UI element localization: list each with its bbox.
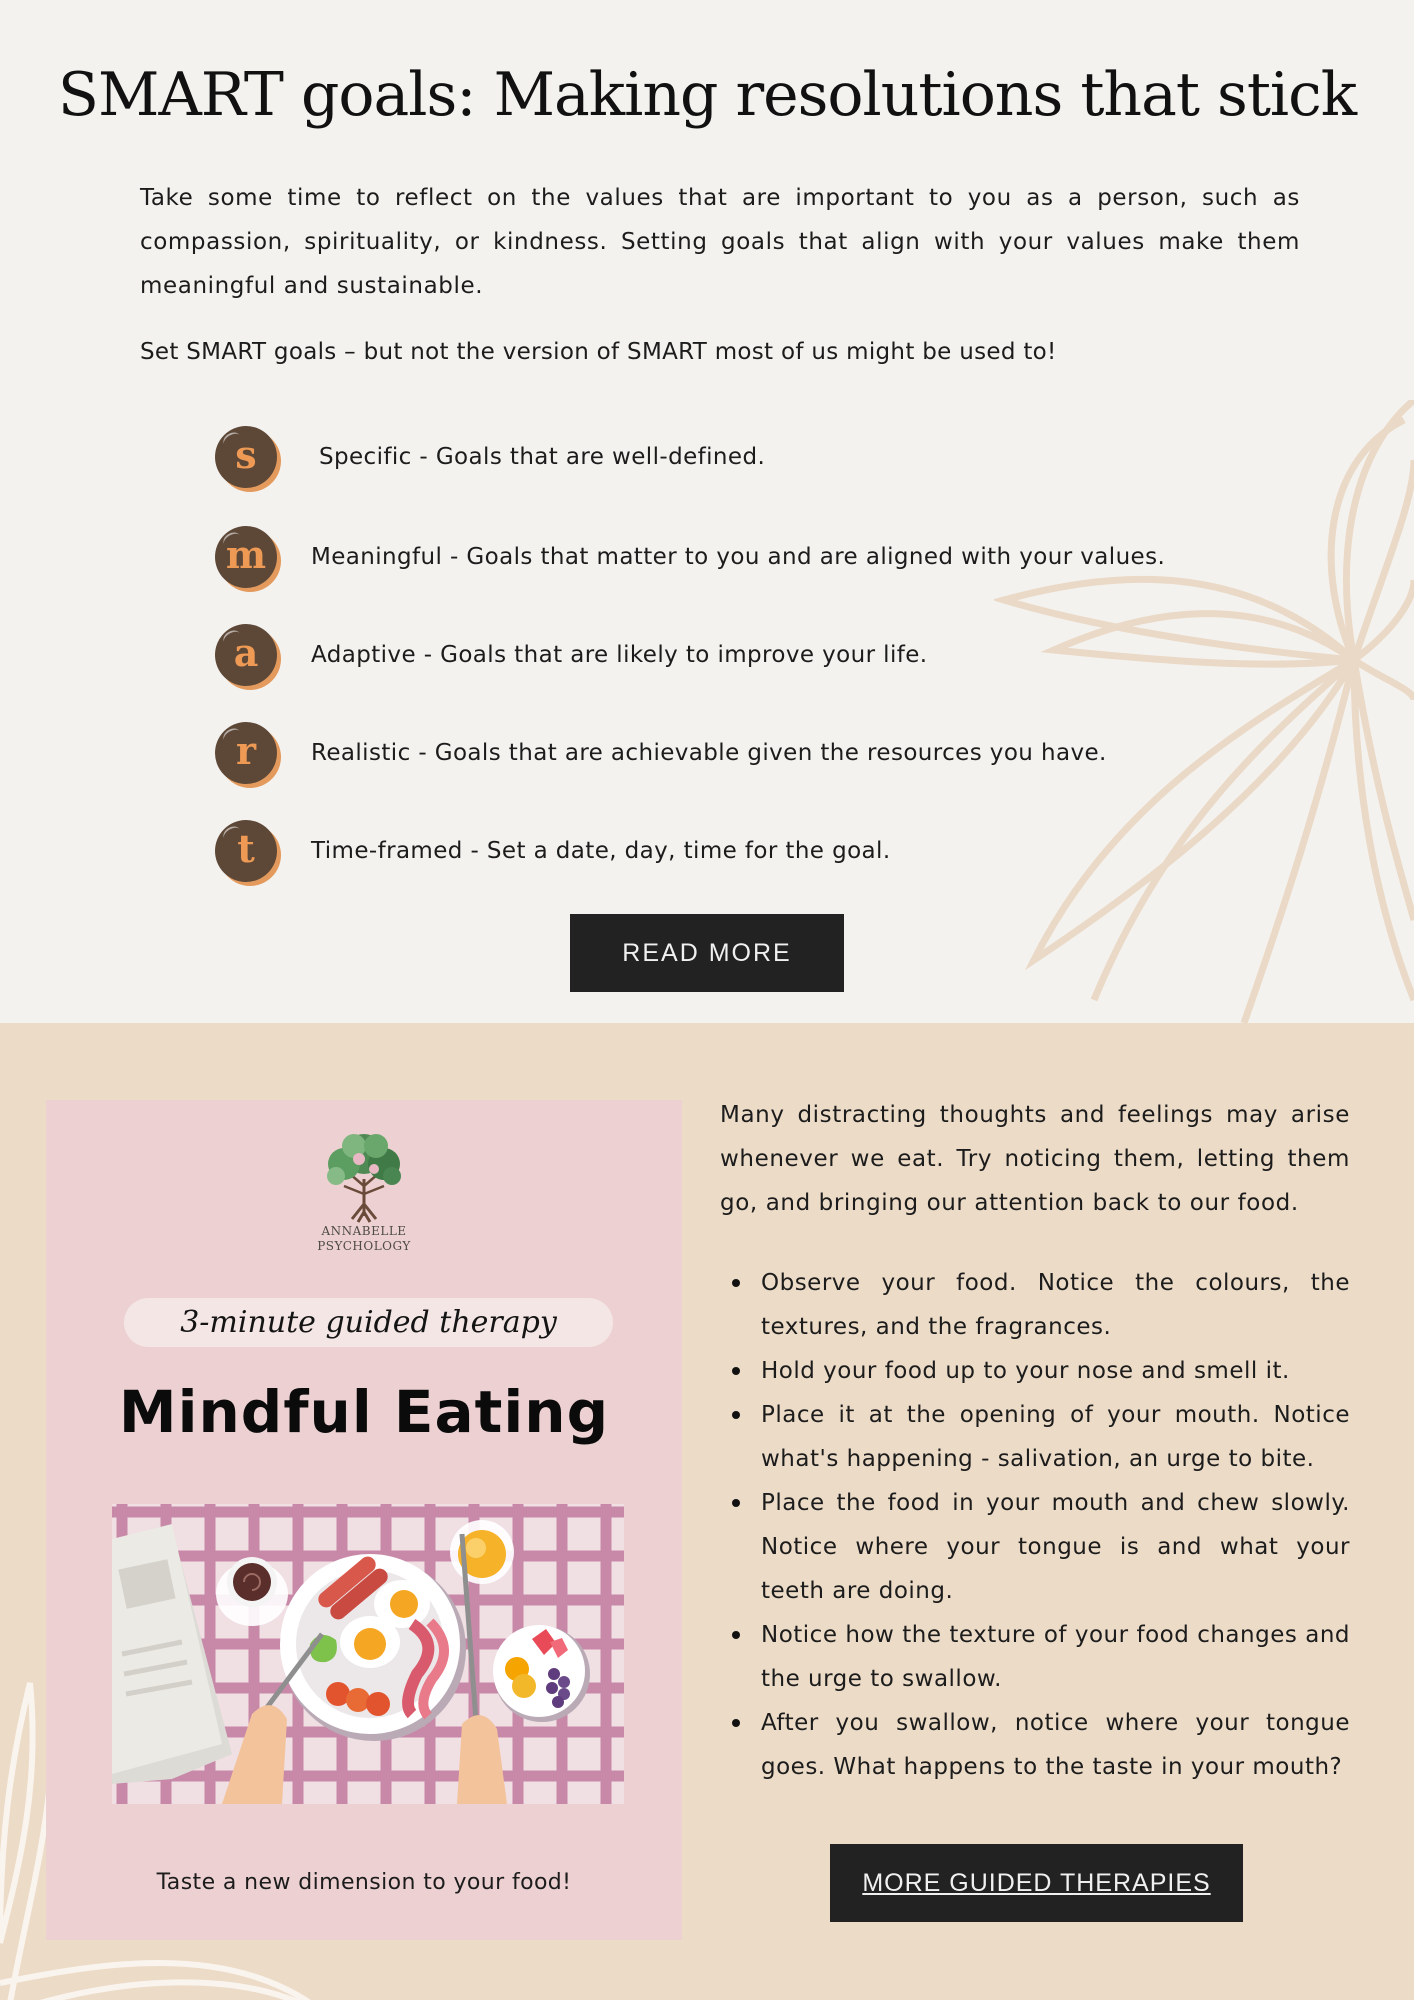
smart-item-time-framed: [215, 818, 1215, 884]
brand-logo-text: [264, 1224, 464, 1254]
more-guided-therapies-button[interactable]: MORE GUIDED THERAPIES: [830, 1844, 1243, 1922]
logo-line-2: PSYCHOLOGY: [317, 1239, 411, 1253]
mindful-eating-card[interactable]: [46, 1100, 682, 1940]
badge-letter: t: [237, 826, 255, 871]
letter-r-badge-icon: [215, 722, 277, 784]
smart-lead-text: Set SMART goals – but not the version of SMART most of us might be used to!: [140, 339, 1057, 365]
smart-item-meaningful: [215, 524, 1215, 590]
smart-item-text: Meaningful - Goals that matter to you and are aligned with your values.: [311, 544, 1166, 570]
badge-letter: a: [233, 630, 259, 675]
letter-a-badge-icon: [215, 624, 277, 686]
badge-letter: r: [235, 728, 257, 773]
list-item: Place the food in your mouth and chew slowly. Notice where your tongue is and what your teeth are doing.: [720, 1481, 1350, 1613]
letter-m-badge-icon: [215, 526, 277, 588]
letter-t-badge-icon: [215, 820, 277, 882]
badge-letter: m: [225, 532, 267, 577]
card-caption: Taste a new dimension to your food!: [156, 1870, 572, 1895]
card-title: Mindful Eating: [118, 1378, 610, 1446]
smart-item-text: Adaptive - Goals that are likely to improve your life.: [311, 642, 928, 668]
smart-item-text: Time-framed - Set a date, day, time for the goal.: [311, 838, 891, 864]
tree-logo-icon: [314, 1124, 414, 1224]
logo-line-1: ANNABELLE: [321, 1224, 407, 1238]
card-subtitle: 3-minute guided therapy: [124, 1298, 613, 1347]
list-item: After you swallow, notice where your tongue goes. What happens to the taste in your mouth?: [720, 1701, 1350, 1789]
mindful-description: Many distracting thoughts and feelings may arise whenever we eat. Try noticing them, letting them go, and bringing our attention back to our food.: [720, 1102, 1350, 1216]
flower-decoration-icon: [994, 400, 1414, 1023]
list-item: Observe your food. Notice the colours, the textures, and the fragrances.: [720, 1261, 1350, 1349]
badge-letter: s: [235, 432, 257, 477]
letter-s-badge-icon: [215, 426, 277, 488]
list-item: Hold your food up to your nose and smell it.: [720, 1349, 1350, 1393]
intro-paragraph: Take some time to reflect on the values that are important to you as a person, such as compassion, spirituality, or kindness. Setting goals that align with your values make them meaningful and sustainable.: [140, 185, 1300, 299]
list-item: Notice how the texture of your food changes and the urge to swallow.: [720, 1613, 1350, 1701]
smart-item-adaptive: [215, 622, 1215, 688]
list-item: Place it at the opening of your mouth. Notice what's happening - salivation, an urge to bite.: [720, 1393, 1350, 1481]
mindful-steps-list: [720, 1261, 1350, 1789]
smart-item-realistic: [215, 720, 1215, 786]
mindful-eating-section: [0, 1023, 1414, 2000]
read-more-button[interactable]: READ MORE: [570, 914, 844, 992]
smart-item-text: Specific - Goals that are well-defined.: [319, 444, 766, 470]
page-title: SMART goals: Making resolutions that stick: [57, 60, 1357, 130]
smart-item-specific: [215, 424, 1215, 490]
breakfast-table-illustration-icon: [112, 1504, 624, 1804]
smart-item-text: Realistic - Goals that are achievable given the resources you have.: [311, 740, 1107, 766]
